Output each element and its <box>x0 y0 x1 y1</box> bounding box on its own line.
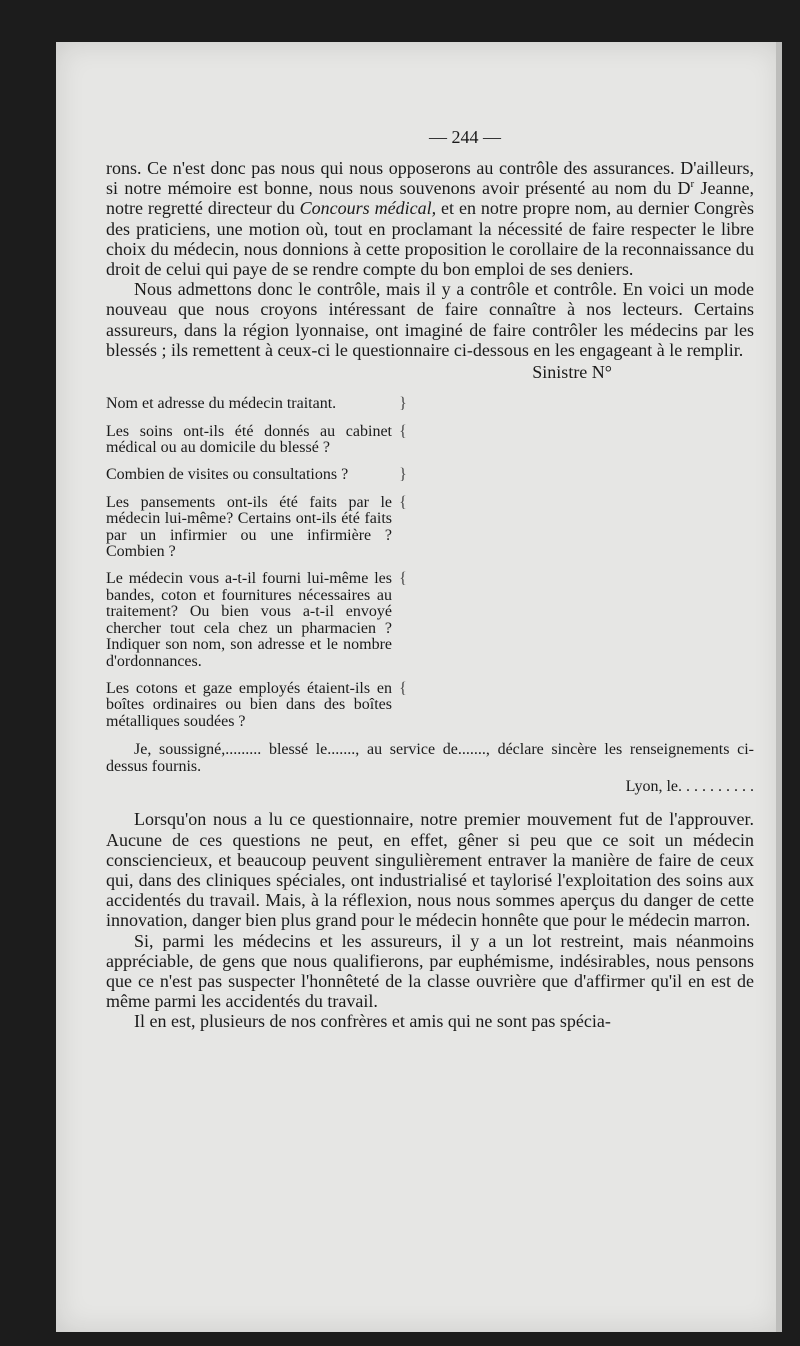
journal-title: Concours médical, <box>299 198 437 219</box>
question-row <box>106 495 754 561</box>
paragraph-1-text-c: et en notre propre nom, au dernier Congrès des praticiens, une motion où, tout en proclamant la nécessité de faire respecter le libre choix du médecin, nous donnions à cette proposition le corollaire de la reconnaissance du droit de celui qui paye de se rendre compte du bon emploi de ses deniers. <box>106 198 754 280</box>
question-text: Combien de visites ou consultations ? <box>106 466 349 484</box>
paragraph-1-text-b: Jeanne, notre regretté directeur du <box>106 178 754 219</box>
question-row <box>106 424 754 457</box>
declaration: Je, soussigné,......... blessé le......., au service de......., déclare sincère les renseignements ci-dessus fournis. <box>106 741 754 776</box>
paragraph-2: Nous admettons donc le contrôle, mais il y a contrôle et contrôle. En voici un mode nouveau que nous croyons intéressant de faire connaître à nos lecteurs. Certains assureurs, dans la région lyonnaise, ont imaginé de faire contrôler les médecins par les blessés ; ils remettent à ceux-ci le questionnaire ci-dessous en les engageant à le remplir. <box>106 279 754 360</box>
question-row <box>106 681 754 730</box>
question-text: Le médecin vous a-t-il fourni lui-même les bandes, coton et fournitures nécessaires au traitement? Ou bien vous a-t-il envoyé chercher tout cela chez un pharmacien ? Indiquer son nom, son adresse et le nombre d'ordonnances. <box>106 570 392 670</box>
page-edge <box>776 42 782 1332</box>
questionnaire <box>106 396 754 730</box>
question-text: Les pansements ont-ils été faits par le médecin lui-même? Certains ont-ils été faits par un infirmier ou une infirmière ? Combien ? <box>106 493 392 561</box>
question-text: Les cotons et gaze employés étaient-ils en boîtes ordinaires ou bien dans des boîtes métalliques soudées ? <box>106 679 392 730</box>
brace-mark: { <box>399 422 407 440</box>
question-row <box>106 467 754 483</box>
page-number: — 244 — <box>429 127 501 147</box>
paragraph-1-sup: r <box>690 178 695 191</box>
question-row <box>106 571 754 669</box>
brace-mark: } <box>399 466 407 484</box>
place-date-line: Lyon, le. . . . . . . . . . <box>625 778 754 796</box>
paragraph-3: Lorsqu'on nous a lu ce questionnaire, notre premier mouvement fut de l'approuver. Aucune de ces questions ne peut, en effet, gêner si peu que ce soit un médecin consciencieux, et beaucoup peuvent singulièrement entraver la manière de faire de ceux qui, dans des cliniques spéciales, ont industrialisé et taylorisé l'exploitation des soins aux accidentés du travail. Mais, à la réflexion, nous nous sommes aperçus du danger de cette innovation, danger bien plus grand pour le médecin honnête que pour le médecin marron. <box>106 809 754 931</box>
paragraph-5: Il en est, plusieurs de nos confrères et amis qui ne sont pas spécia- <box>134 1011 611 1032</box>
question-text: Nom et adresse du médecin traitant. <box>106 395 337 413</box>
paragraph-1-text: rons. Ce n'est donc pas nous qui nous opposerons au contrôle des assurances. D'ailleurs, si notre mémoire est bonne, nous nous souvenons avoir présenté au nom du D <box>106 158 754 199</box>
question-row <box>106 396 754 412</box>
brace-mark: { <box>399 679 407 697</box>
brace-mark: { <box>399 493 407 511</box>
sinistre-label: Sinistre N° <box>532 362 612 383</box>
paragraph-1 <box>106 158 754 279</box>
question-text: Les soins ont-ils été donnés au cabinet médical ou au domicile du blessé ? <box>106 422 392 457</box>
brace-mark: } <box>399 395 407 413</box>
page-content <box>106 124 754 1032</box>
paragraph-4: Si, parmi les médecins et les assureurs, il y a un lot restreint, mais néanmoins appréciable, de gens que nous qualifierons, par euphémisme, indésirables, nous pensons que ce n'est pas suspecter l'honnêteté de la classe ouvrière que d'affirmer qu'il en est de même parmi les accidentés du travail. <box>106 930 754 1012</box>
brace-mark: { <box>399 570 407 588</box>
